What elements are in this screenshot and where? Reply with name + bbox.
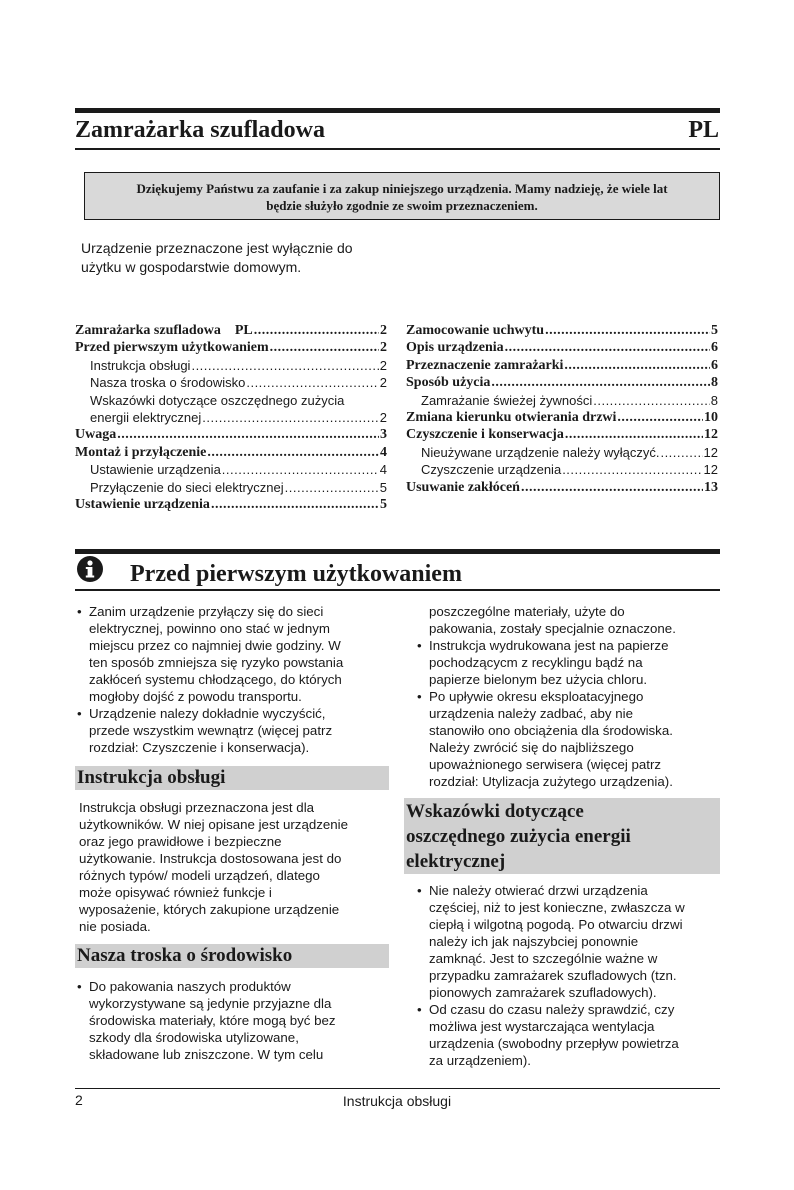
heading-line: Wskazówki dotyczące (406, 801, 584, 822)
toc-entry[interactable] (406, 323, 718, 340)
text-line: pochodzącycm z recyklingu bądź na (429, 655, 643, 670)
intro-text (81, 239, 391, 277)
toc-entry-label: Czyszczenie i konserwacja (406, 427, 564, 443)
text-line: użytkowników. W niej opisane jest urządzenie (79, 817, 349, 832)
toc-entry[interactable] (406, 393, 718, 410)
text-line: różnych typów/ modeli urządzeń, dlatego (79, 868, 320, 883)
intro-line: Urządzenie przeznaczone jest wyłącznie do (81, 240, 353, 256)
toc-entry[interactable] (406, 340, 718, 357)
toc-entry-label: Przeznaczenie zamrażarki (406, 357, 564, 373)
toc-entry[interactable] (406, 462, 718, 479)
text-line: • Instrukcja wydrukowana jest na papierze (429, 638, 669, 653)
subheading-energy-tips (404, 798, 720, 874)
toc-entry-page: 2 (379, 409, 387, 425)
heading-line: oszczędnego zużycia energii (406, 826, 631, 847)
text-line: • Urządzenie nalezy dokładnie wyczyścić, (89, 706, 326, 721)
text-line: urządzenia należy zadbać, aby nie (429, 706, 634, 721)
toc-entry-page: 5 (379, 479, 387, 495)
text-line: poszczególne materiały, użyte do (429, 604, 625, 619)
toc-entry-label: Zamocowanie uchwytu (406, 323, 545, 338)
text-line: ciepłą i wilgotną pogodą. Po otwarciu drzwi (429, 917, 683, 932)
toc-entry-label: Sposób użycia (406, 375, 491, 391)
list-item (415, 882, 727, 1001)
toc-entry-page: 3 (380, 427, 387, 443)
toc-entry-label: Ustawienie urządzenia (90, 462, 221, 478)
subheading-environment: Nasza troska o środowisko (75, 944, 389, 968)
toc-entry[interactable] (406, 427, 718, 444)
intro-line: użytku w gospodarstwie domowym. (81, 259, 302, 275)
text-line: zakłóceń systemu chłodzącego, do których (89, 672, 342, 687)
text-line: składowane lub zniszczone. W tym celu (89, 1047, 324, 1062)
toc-entry[interactable] (75, 358, 387, 375)
continued-text (415, 603, 727, 637)
toc-left-column (75, 323, 387, 514)
toc-entry-label: Przed pierwszym użytkowaniem (75, 340, 269, 356)
list-item (75, 603, 387, 705)
toc-entry-label: Wskazówki dotyczące oszczędnego zużycia (90, 392, 345, 408)
text-line: wykorzystywane są jedynie przyjazne dla (89, 996, 332, 1011)
text-line: przypadku zamrażarek szufladowych (tzn. (429, 968, 677, 983)
heading-line: elektrycznej (406, 851, 506, 872)
subheading-manual: Instrukcja obsługi (75, 766, 389, 790)
toc-entry-label: Uwaga (75, 427, 117, 443)
toc-entry[interactable] (406, 410, 718, 427)
toc-entry-label: Zmiana kierunku otwierania drzwi (406, 409, 617, 425)
toc-entry-page: 13 (704, 479, 718, 495)
list-item (75, 705, 387, 756)
info-icon (77, 556, 103, 582)
toc-entry[interactable] (75, 497, 387, 514)
toc-entry-label: energii elektrycznej (90, 409, 202, 425)
toc-entry[interactable] (406, 375, 718, 392)
energy-tips-bullets (415, 882, 727, 1069)
toc-entry[interactable] (75, 323, 387, 340)
toc-entry-page: 8 (711, 375, 718, 391)
list-item (415, 1001, 727, 1069)
text-line: szkody dla środowiska utylizowane, (89, 1030, 299, 1045)
toc-entry-label: Ustawienie urządzenia (75, 496, 210, 512)
text-line: stanowiło ono obciążenia dla środowiska. (429, 723, 673, 738)
toc-entry-label: Nasza troska o środowisko (90, 375, 246, 391)
toc-entry-page: 12 (703, 444, 718, 460)
text-line: należy ich jak najszybciej ponownie (429, 934, 639, 949)
text-line: • Od czasu do czasu należy sprawdzić, czy (429, 1002, 675, 1017)
toc-entry[interactable] (406, 445, 718, 462)
toc-entry[interactable] (75, 445, 387, 462)
toc-entry[interactable] (75, 410, 387, 427)
toc-entry-page: 6 (711, 357, 718, 373)
toc-entry-page: 12 (703, 462, 718, 478)
left-bullets (75, 603, 387, 756)
toc-entry-label: Opis urządzenia (406, 340, 504, 356)
toc-entry-page: 2 (380, 340, 387, 356)
language-code: PL (688, 117, 719, 143)
toc-entry[interactable] (406, 358, 718, 375)
thanks-line: będzie służyło zgodnie ze swoim przeznaczeniem. (266, 198, 538, 213)
text-line: mogłoby dojść z powodu transportu. (89, 689, 302, 704)
toc-entry-page: 4 (380, 444, 387, 460)
text-line: zamknąć. Jest to szczególnie ważne w (429, 951, 658, 966)
toc-entry-page: 8 (710, 392, 718, 408)
toc-entry[interactable] (75, 393, 387, 410)
list-item (415, 688, 727, 790)
toc-entry-label: Przyłączenie do sieci elektrycznej (90, 479, 284, 495)
toc-entry-page: 5 (380, 496, 387, 512)
text-line: rozdział: Czyszczenie i konserwacja). (89, 740, 310, 755)
text-line: wyposażenie, których zakupione urządzenie (79, 902, 340, 917)
thanks-line: Dziękujemy Państwu za zaufanie i za zakup niniejszego urządzenia. Mamy nadzieję, że wiele lat (136, 181, 668, 196)
section-title: Przed pierwszym użytkowaniem (130, 561, 462, 587)
text-line: miejscu przez co najmniej dwie godziny. W (89, 638, 341, 653)
toc-entry[interactable] (75, 427, 387, 444)
text-line: środowiska materiały, które mogą być bez (89, 1013, 336, 1028)
list-item (75, 978, 387, 1063)
toc-entry[interactable] (406, 480, 718, 497)
toc-entry-page: 4 (379, 462, 387, 478)
header-top-rule (75, 108, 720, 113)
toc-entry[interactable] (75, 480, 387, 497)
text-line: rozdział: Utylizacja zużytego urządzenia). (429, 774, 673, 789)
toc-entry-label: Usuwanie zakłóceń (406, 479, 520, 495)
text-line: pakowania, zostały specjalnie oznaczone. (429, 621, 676, 636)
section-bottom-rule (75, 589, 720, 591)
text-line: może opisywać również funkcje i (79, 885, 272, 900)
list-item (415, 637, 727, 688)
text-line: • Nie należy otwierać drzwi urządzenia (429, 883, 648, 898)
toc-entry-label: Zamrażarka szufladowa PL (75, 323, 253, 338)
toc-entry-page: 5 (711, 323, 718, 338)
text-line: • Po upływie okresu eksploatacyjnego (429, 689, 644, 704)
toc-entry[interactable] (75, 340, 387, 357)
text-line: • Zanim urządzenie przyłączy się do sieci (89, 604, 324, 619)
text-line: możliwa jest wystarczająca wentylacja (429, 1019, 655, 1034)
text-line: papierze bielonym bez użycia chloru. (429, 672, 648, 687)
toc-entry-page: 2 (379, 357, 387, 373)
footer-rule (75, 1088, 720, 1089)
toc-entry-label: Czyszczenie urządzenia (421, 462, 562, 478)
manual-text (75, 799, 387, 935)
text-line: za urządzeniem). (429, 1053, 531, 1068)
document-title: Zamrażarka szufladowa (75, 117, 325, 143)
toc-entry-label: Zamrażanie świeżej żywności (421, 392, 593, 408)
toc-entry[interactable] (75, 462, 387, 479)
text-line: • Do pakowania naszych produktów (89, 979, 291, 994)
text-line: ten sposób zmniejsza się ryzyko powstania (89, 655, 344, 670)
text-line: użytkowanie. Instrukcja dostosowana jest do (79, 851, 342, 866)
toc-entry-page: 12 (704, 427, 718, 443)
toc-entry-page: 10 (704, 409, 718, 425)
toc-entry-label: Instrukcja obsługi (90, 357, 191, 373)
text-line: elektrycznej, powinno ono stać w jednym (89, 621, 330, 636)
text-line: oraz jego prawidłowe i bezpieczne (79, 834, 282, 849)
toc-entry-page: 6 (711, 340, 718, 356)
environment-bullets (75, 978, 387, 1063)
text-line: upoważnionego serwisera (więcej patrz (429, 757, 662, 772)
page-number: 2 (75, 1092, 83, 1108)
text-line: nie posiada. (79, 919, 151, 934)
text-line: pionowych zamrażarek szufladowych). (429, 985, 657, 1000)
toc-entry-page: 2 (379, 375, 387, 391)
text-line: częściej, niż to jest konieczne, zwłaszcza w (429, 900, 685, 915)
text-line: Instrukcja obsługi przeznaczona jest dla (79, 800, 315, 815)
toc-entry-label: Nieużywane urządzenie należy wyłączyć. (421, 444, 660, 460)
toc-entry-page: 2 (380, 323, 387, 338)
text-line: przede wszystkim wewnątrz (więcej patrz (89, 723, 333, 738)
thanks-box (84, 172, 720, 220)
footer-title: Instrukcja obsługi (342, 1093, 452, 1109)
section-top-rule (75, 549, 720, 554)
toc-entry-label: Montaż i przyłączenie (75, 444, 207, 460)
text-line: Należy zwrócić się do najbliższego (429, 740, 634, 755)
toc-right-column (406, 323, 718, 497)
header-bottom-rule (75, 148, 720, 150)
toc-entry[interactable] (75, 375, 387, 392)
right-bullets (415, 603, 727, 790)
text-line: urządzenia (swobodny przepływ powietrza (429, 1036, 679, 1051)
